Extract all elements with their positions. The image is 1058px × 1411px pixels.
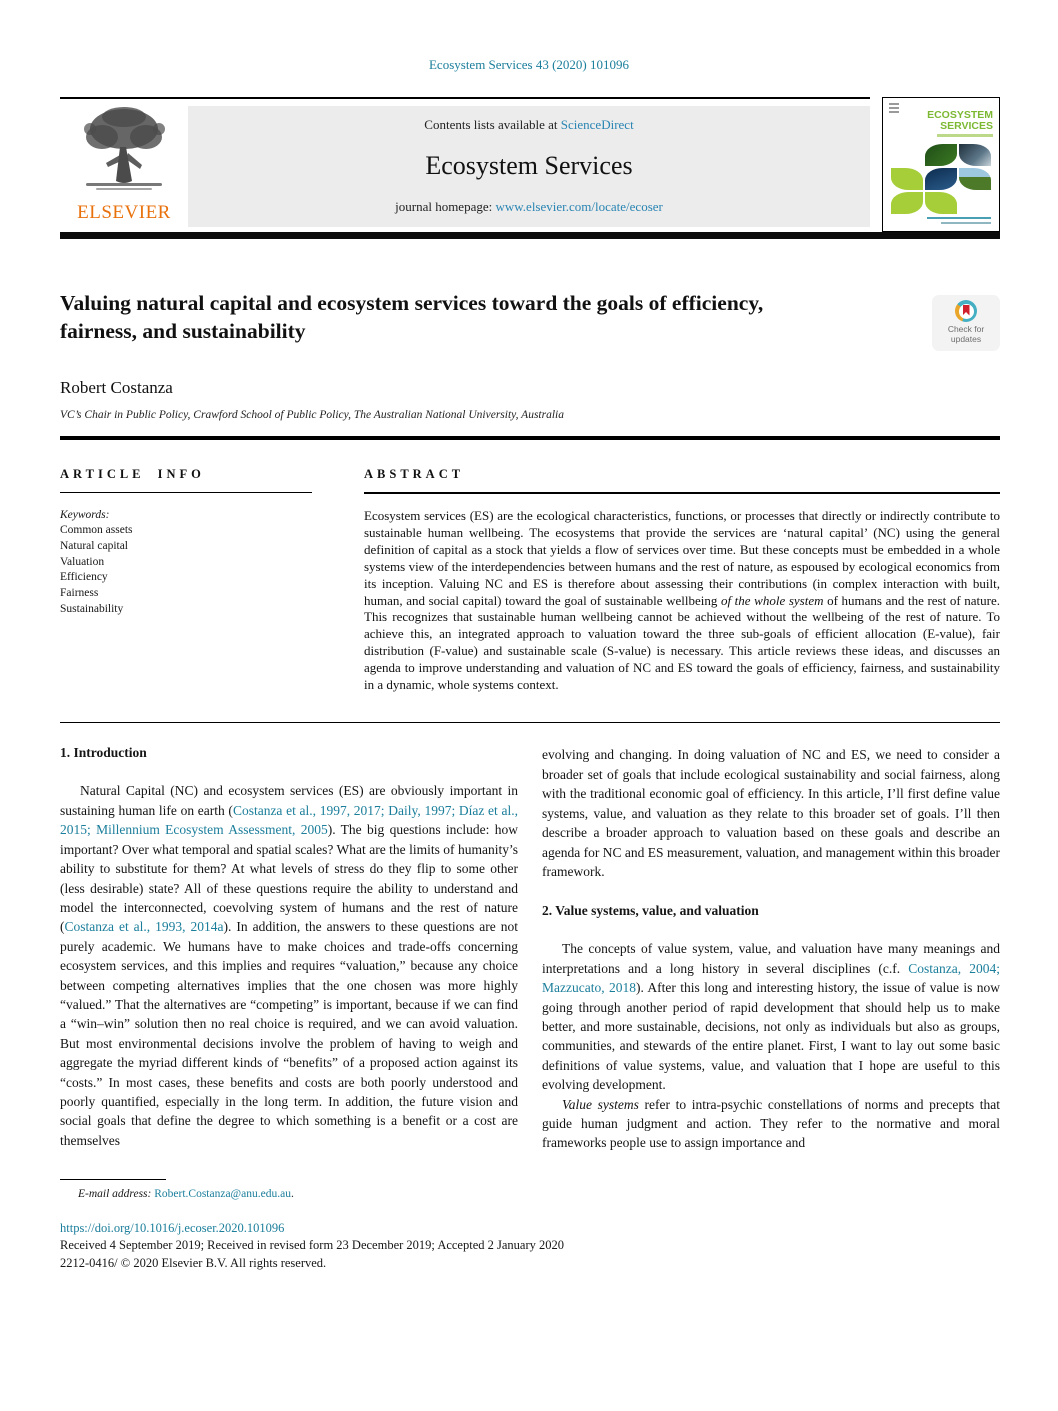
body-column-left bbox=[60, 745, 518, 1152]
homepage-line bbox=[198, 199, 860, 215]
article-title: Valuing natural capital and ecosystem services toward the goals of efficiency, fairness, and sustainability bbox=[60, 291, 764, 343]
cover-title: ECOSYSTEM SERVICES bbox=[927, 109, 993, 132]
crossmark-icon bbox=[955, 300, 977, 322]
keyword-item: Common assets bbox=[60, 524, 133, 536]
cover-tile-grid bbox=[891, 144, 993, 214]
cover-tile-leaf bbox=[891, 168, 923, 190]
journal-citation: Ecosystem Services 43 (2020) 101096 bbox=[428, 57, 630, 72]
text-segment: refer to intra-psychic constellations of norms and precepts that guide human judgment and action. They refer to the normative and moral frameworks people use to assign importance and bbox=[542, 1096, 1000, 1151]
contents-line bbox=[198, 117, 860, 133]
email-period: . bbox=[290, 1187, 294, 1200]
cover-publisher-mark-icon bbox=[889, 103, 899, 115]
keywords-list bbox=[60, 523, 312, 618]
keyword-item: Natural capital bbox=[60, 539, 129, 552]
section-2-heading: 2. Value systems, value, and valuation bbox=[542, 903, 759, 919]
journal-title: Ecosystem Services bbox=[425, 151, 633, 180]
email-label: E-mail address: bbox=[78, 1187, 155, 1200]
cover-tile-crops bbox=[959, 168, 991, 190]
section-2-paragraph-1 bbox=[542, 939, 1000, 1094]
keyword-item: Fairness bbox=[60, 587, 99, 600]
email-line bbox=[60, 1188, 1000, 1200]
cover-tile-ocean bbox=[925, 168, 957, 190]
sciencedirect-link[interactable]: ScienceDirect bbox=[560, 117, 634, 132]
homepage-prefix: journal homepage: bbox=[395, 199, 496, 214]
article-info-column bbox=[60, 467, 312, 694]
journal-cover-thumbnail[interactable] bbox=[882, 97, 1000, 232]
cover-footer-bar bbox=[927, 217, 991, 219]
article-history-block bbox=[60, 1220, 1000, 1273]
text-segment: of the whole system bbox=[720, 592, 824, 608]
section-1-heading: 1. Introduction bbox=[60, 745, 147, 761]
section-divider bbox=[60, 436, 1000, 440]
cover-tile-leaf bbox=[925, 192, 957, 214]
article-info-rule bbox=[60, 492, 312, 493]
cover-footer-bar bbox=[941, 222, 991, 224]
cover-tile-sky bbox=[959, 144, 991, 166]
section-2-paragraph-2 bbox=[542, 1095, 1000, 1153]
elsevier-tree-icon bbox=[76, 182, 172, 199]
cover-subtitle-bar bbox=[937, 134, 993, 137]
citation-link[interactable]: Costanza et al., 1997, 2017; Daily, 1997; Díaz et al., 2015; Millennium Ecosystem Assessment, 2005 bbox=[60, 802, 518, 838]
article-info-heading: ARTICLE INFO bbox=[60, 467, 205, 481]
keywords-label: Keywords: bbox=[60, 509, 110, 521]
doi-link[interactable]: https://doi.org/10.1016/j.ecoser.2020.101096 bbox=[60, 1220, 285, 1235]
text-segment: Natural Capital (NC) and ecosystem services (ES) are obviously important in sustaining human life on earth ( bbox=[60, 783, 518, 818]
text-segment: ). The big questions include: how important? Over what temporal and spatial scales? What are the limits of humanity’s ability to substitute for them? At what levels of stress do they flip to some other (less desirable) state? All of these questions require the ability to understand and model the interconnected, coevolving system of humans and the rest of nature ( bbox=[60, 822, 518, 935]
abstract-text bbox=[364, 508, 1000, 694]
text-segment: The concepts of value system, value, and valuation have many meanings and interpretations and a long history in several disciplines (c.f. bbox=[542, 941, 1000, 976]
intro-paragraph bbox=[60, 781, 518, 1150]
check-updates-label: Check for updates bbox=[947, 324, 985, 344]
abstract-rule bbox=[364, 492, 1000, 494]
masthead-left bbox=[60, 97, 870, 232]
text-segment: Value systems bbox=[562, 1096, 639, 1112]
text-segment: ). After this long and interesting history, the issue of value is now going through another period of rapid development that should help us to make better, and more sustainable, decisions, not only as individuals but also as groups, communities, and stewards of the entire planet. First, I want to lay out some basic definitions of value systems, value, and valuation that I hope are useful to this evolving development. bbox=[542, 980, 1000, 1093]
keyword-item: Sustainability bbox=[60, 602, 124, 615]
footnote-rule bbox=[60, 1179, 166, 1180]
cover-tile-leaf bbox=[891, 192, 923, 214]
text-segment: ). In addition, the answers to these questions are not purely academic. We humans have to make choices and trade-offs concerning ecosystem services, and this implies and requires “valuation,” because any choice between competing alternatives implies that the one chosen was more highly “valued.” That the alternatives are “competing” is important, because if we can find a “win–win” solution then no real choice is required, and we can avoid valuation. But most environmental decisions involve the problem of having to weigh and aggregate the myriad different kinds of “benefits” of a proposed action against its “costs.” In most cases, these benefits and costs are both poorly understood and poorly quantified, especially in the long term. In addition, the future vision and social goals that define the degree to which something is a benefit or a cost are themselves bbox=[60, 919, 519, 1148]
citation-link[interactable]: Costanza, 2004; Mazzucato, 2018 bbox=[542, 960, 1000, 996]
received-dates: Received 4 September 2019; Received in revised form 23 December 2019; Accepted 2 January 2020 bbox=[60, 1238, 565, 1253]
text-segment: evolving and changing. In doing valuation of NC and ES, we need to consider a broader set of goals that include ecological sustainability and social fairness, along with the traditional economic goal of efficiency. In this article, I’ll first define value systems, value, and valuation as they relate to this broader set of goals. I’ll then describe a broader approach to valuation based on these goals and describe an agenda for NC and ES measurement, valuation, and management within this broader framework. bbox=[542, 747, 1000, 879]
text-segment: Ecosystem services (ES) are the ecological characteristics, functions, or processes that directly or indirectly contribute to sustainable human wellbeing. The ecosystems that provide the services are ‘natural capital’ (NC) using the general definition of capital as a stock that yields a flow of services over time. But these concepts must be embedded in a whole systems view of the interdependencies between humans and the rest of nature, as espoused by ecological economics from its inception. Valuing NC and ES is therefore about assessing their contributions (in complex interaction with built, human, and social capital) toward the goal of sustainable wellbeing bbox=[364, 508, 1000, 608]
abstract-heading: ABSTRACT bbox=[364, 467, 465, 481]
author-affiliation: VC’s Chair in Public Policy, Crawford School of Public Policy, The Australian National University, Australia bbox=[60, 409, 564, 421]
footnote-area bbox=[60, 1179, 1000, 1200]
author-name[interactable]: Robert Costanza bbox=[60, 378, 173, 397]
masthead-divider-bar bbox=[60, 232, 1000, 239]
keyword-item: Efficiency bbox=[60, 571, 108, 584]
body-column-right bbox=[542, 745, 1000, 1152]
contents-prefix: Contents lists available at bbox=[424, 117, 561, 132]
elsevier-logo[interactable] bbox=[60, 99, 188, 232]
intro-paragraph-continued bbox=[542, 745, 1000, 881]
masthead bbox=[60, 97, 1000, 239]
abstract-bottom-rule bbox=[60, 722, 1000, 724]
email-link[interactable]: Robert.Costanza@anu.edu.au bbox=[154, 1187, 291, 1200]
copyright-line: 2212-0416/ © 2020 Elsevier B.V. All rights reserved. bbox=[60, 1255, 327, 1270]
check-for-updates-badge[interactable] bbox=[932, 295, 1000, 351]
journal-header-box bbox=[188, 106, 870, 227]
abstract-column bbox=[364, 467, 1000, 694]
text-segment: of humans and the rest of nature. This recognizes that sustainable human wellbeing cannot be achieved without the wellbeing of the rest of nature. To achieve this, an integrated approach to valuation toward the three sub-goals of efficient allocation (E-value), fair distribution (F-value) and sustainable scale (S-value) is necessary. This article reviews these ideas, and discusses an agenda to improve understanding and valuation of NC and ES toward the goals of efficiency, fairness, and sustainability in a dynamic, whole systems context. bbox=[364, 592, 1000, 693]
homepage-link[interactable]: www.elsevier.com/locate/ecoser bbox=[495, 199, 663, 214]
cover-tile-forest bbox=[925, 144, 957, 166]
elsevier-wordmark: ELSEVIER bbox=[77, 202, 171, 223]
keyword-item: Valuation bbox=[60, 555, 105, 568]
citation-link[interactable]: Costanza et al., 1993, 2014a bbox=[64, 919, 224, 935]
